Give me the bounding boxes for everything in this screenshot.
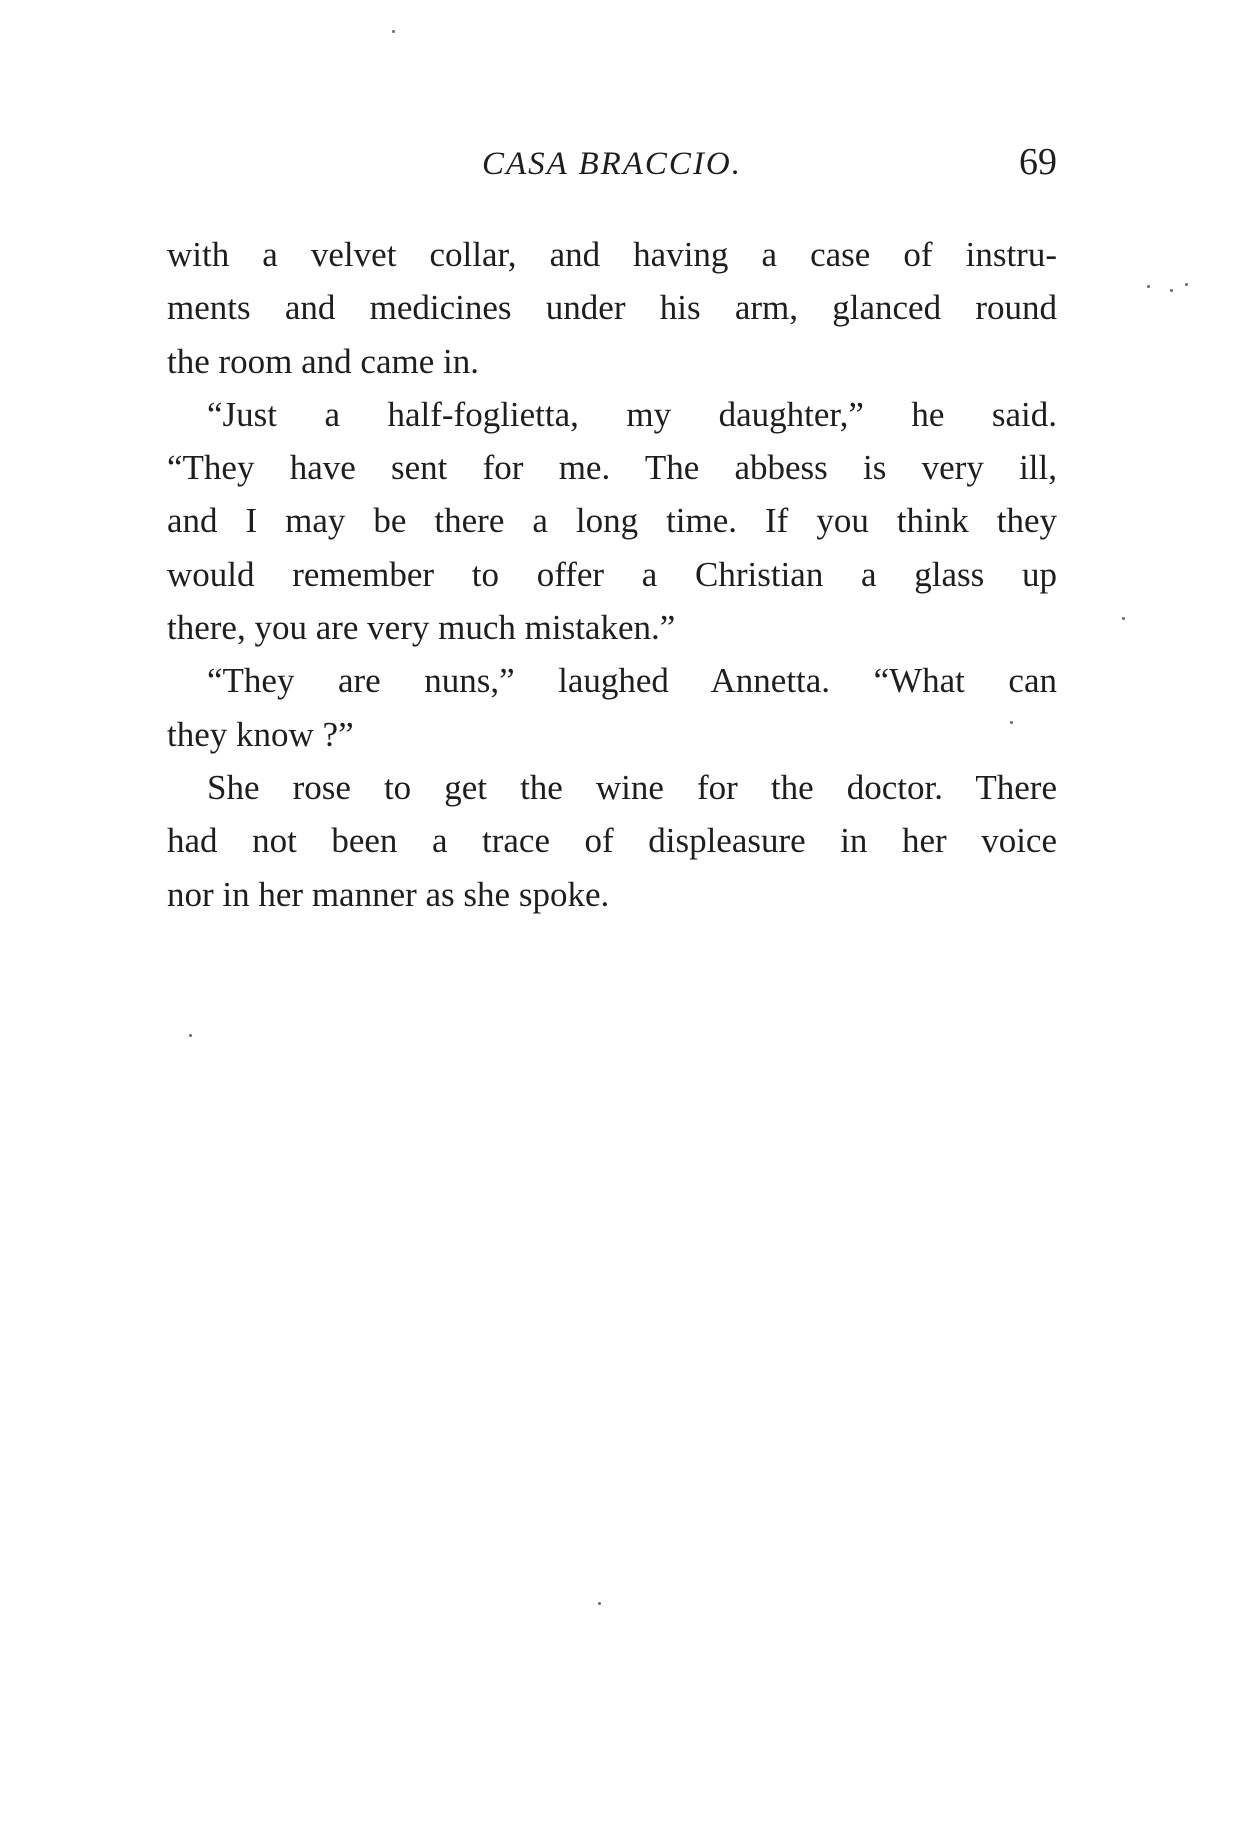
text-line: and I may be there a long time. If you think they	[167, 501, 1057, 541]
text-line: “They have sent for me. The abbess is very ill,	[167, 448, 1057, 488]
paper-speck	[1185, 283, 1188, 286]
text-line: ments and medicines under his arm, glanced round	[167, 288, 1057, 328]
text-line: had not been a trace of displeasure in her voice	[167, 821, 1057, 861]
text-line: nor in her manner as she spoke.	[167, 874, 610, 914]
running-title: CASA BRACCIO.	[481, 146, 743, 182]
paper-speck	[1170, 289, 1173, 292]
text-line: with a velvet collar, and having a case of instru-	[167, 235, 1057, 274]
paper-speck	[1147, 285, 1150, 288]
running-head	[167, 136, 1057, 186]
paper-speck	[1122, 617, 1125, 620]
body-text	[167, 228, 1057, 921]
page-number: 69	[1019, 141, 1057, 183]
paper-speck	[598, 1602, 601, 1605]
text-line: there, you are very much mistaken.”	[167, 608, 676, 648]
text-line: “They are nuns,” laughed Annetta. “What can	[207, 661, 1057, 701]
paper-speck	[392, 30, 395, 33]
text-line: the room and came in.	[167, 341, 479, 381]
text-line: they know ?”	[167, 714, 354, 754]
paper-speck	[189, 1034, 192, 1037]
text-line: “Just a half-foglietta, my daughter,” he said.	[207, 394, 1057, 434]
text-line: She rose to get the wine for the doctor. There	[207, 767, 1057, 807]
text-line: would remember to offer a Christian a glass up	[167, 554, 1057, 594]
paper-speck	[1010, 721, 1013, 724]
